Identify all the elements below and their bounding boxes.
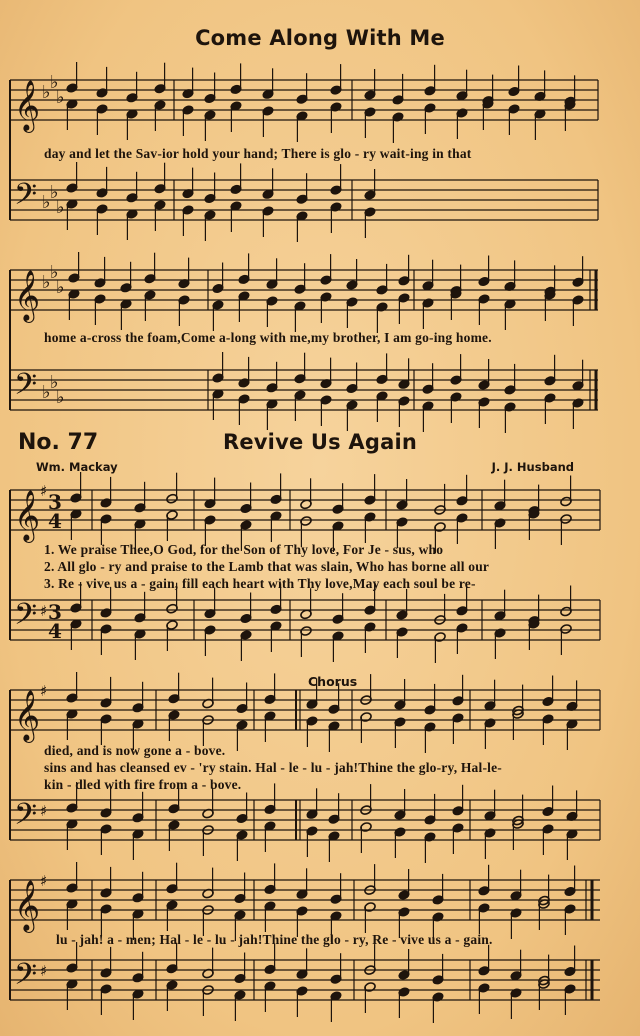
verse-line: 2. All glo - ry and praise to the Lamb that was slain, Who has borne all our xyxy=(44,559,490,574)
svg-text:♭: ♭ xyxy=(50,372,59,393)
staff-treble-4 xyxy=(10,690,600,730)
staff-bass-4 xyxy=(10,800,600,840)
verse-line: kin - dled with fire from a - bove. xyxy=(44,777,242,792)
bass-clef-icon: 𝄢 xyxy=(14,598,38,639)
verse-line: sins and has cleansed ev - 'ry stain. Hal - le - lu - jah!Thine the glo-ry, Hal-le- xyxy=(44,760,502,775)
svg-text:♭: ♭ xyxy=(50,72,59,93)
hymn-title: Come Along With Me xyxy=(195,26,445,50)
verse-line: died, and is now gone a - bove. xyxy=(44,743,226,758)
svg-text:♯: ♯ xyxy=(40,602,48,620)
svg-text:♭: ♭ xyxy=(50,262,59,283)
bass-clef-icon: 𝄢 xyxy=(14,368,38,409)
svg-text:♭: ♭ xyxy=(56,277,65,298)
hymn-title: Revive Us Again xyxy=(222,430,417,454)
svg-text:♯: ♯ xyxy=(40,682,48,700)
treble-clef-icon: 𝄞 xyxy=(14,80,41,131)
composer: J. J. Husband xyxy=(491,460,574,474)
treble-clef-icon: 𝄞 xyxy=(14,270,41,321)
svg-text:4: 4 xyxy=(48,509,62,533)
chorus-label: Chorus xyxy=(308,674,358,689)
svg-text:♯: ♯ xyxy=(40,962,48,980)
treble-clef-icon: 𝄞 xyxy=(14,880,41,931)
staff-bass-3 xyxy=(10,600,600,640)
treble-clef-icon: 𝄞 xyxy=(14,490,41,541)
svg-text:♯: ♯ xyxy=(40,482,48,500)
svg-text:♭: ♭ xyxy=(42,272,51,293)
svg-text:♭: ♭ xyxy=(50,182,59,203)
lyric-line: home a-cross the foam,Come a-long with me,my brother, I am go-ing home. xyxy=(44,330,492,345)
svg-text:♭: ♭ xyxy=(56,387,65,408)
svg-text:♭: ♭ xyxy=(42,82,51,103)
svg-text:♭: ♭ xyxy=(56,197,65,218)
svg-text:♯: ♯ xyxy=(40,872,48,890)
svg-text:♭: ♭ xyxy=(42,192,51,213)
staff-treble-3 xyxy=(10,490,600,530)
svg-text:♭: ♭ xyxy=(42,382,51,403)
svg-text:♯: ♯ xyxy=(40,802,48,820)
bass-clef-icon: 𝄢 xyxy=(14,178,38,219)
treble-clef-icon: 𝄞 xyxy=(14,690,41,741)
svg-text:♭: ♭ xyxy=(56,87,65,108)
lyricist: Wm. Mackay xyxy=(36,460,118,474)
lyric-line: day and let the Sav-ior hold your hand; There is glo - ry wait-ing in that xyxy=(44,146,472,161)
svg-text:3: 3 xyxy=(48,600,62,624)
svg-text:4: 4 xyxy=(48,619,62,643)
key-signature-flats xyxy=(42,72,65,408)
verse-line: 1. We praise Thee,O God, for the Son of Thy love, For Je - sus, who xyxy=(44,542,444,557)
bass-clef-icon: 𝄢 xyxy=(14,798,38,839)
hymn-number: No. 77 xyxy=(18,430,99,455)
bass-clef-icon: 𝄢 xyxy=(14,958,38,999)
svg-text:3: 3 xyxy=(48,490,62,514)
verse-line: 3. Re - vive us a - gain, fill each heart with Thy love,May each soul be re- xyxy=(44,576,476,591)
lyric-line: lu - jah! a - men; Hal - le - lu - jah!Thine the glo - ry, Re - vive us a - gain. xyxy=(56,932,493,947)
